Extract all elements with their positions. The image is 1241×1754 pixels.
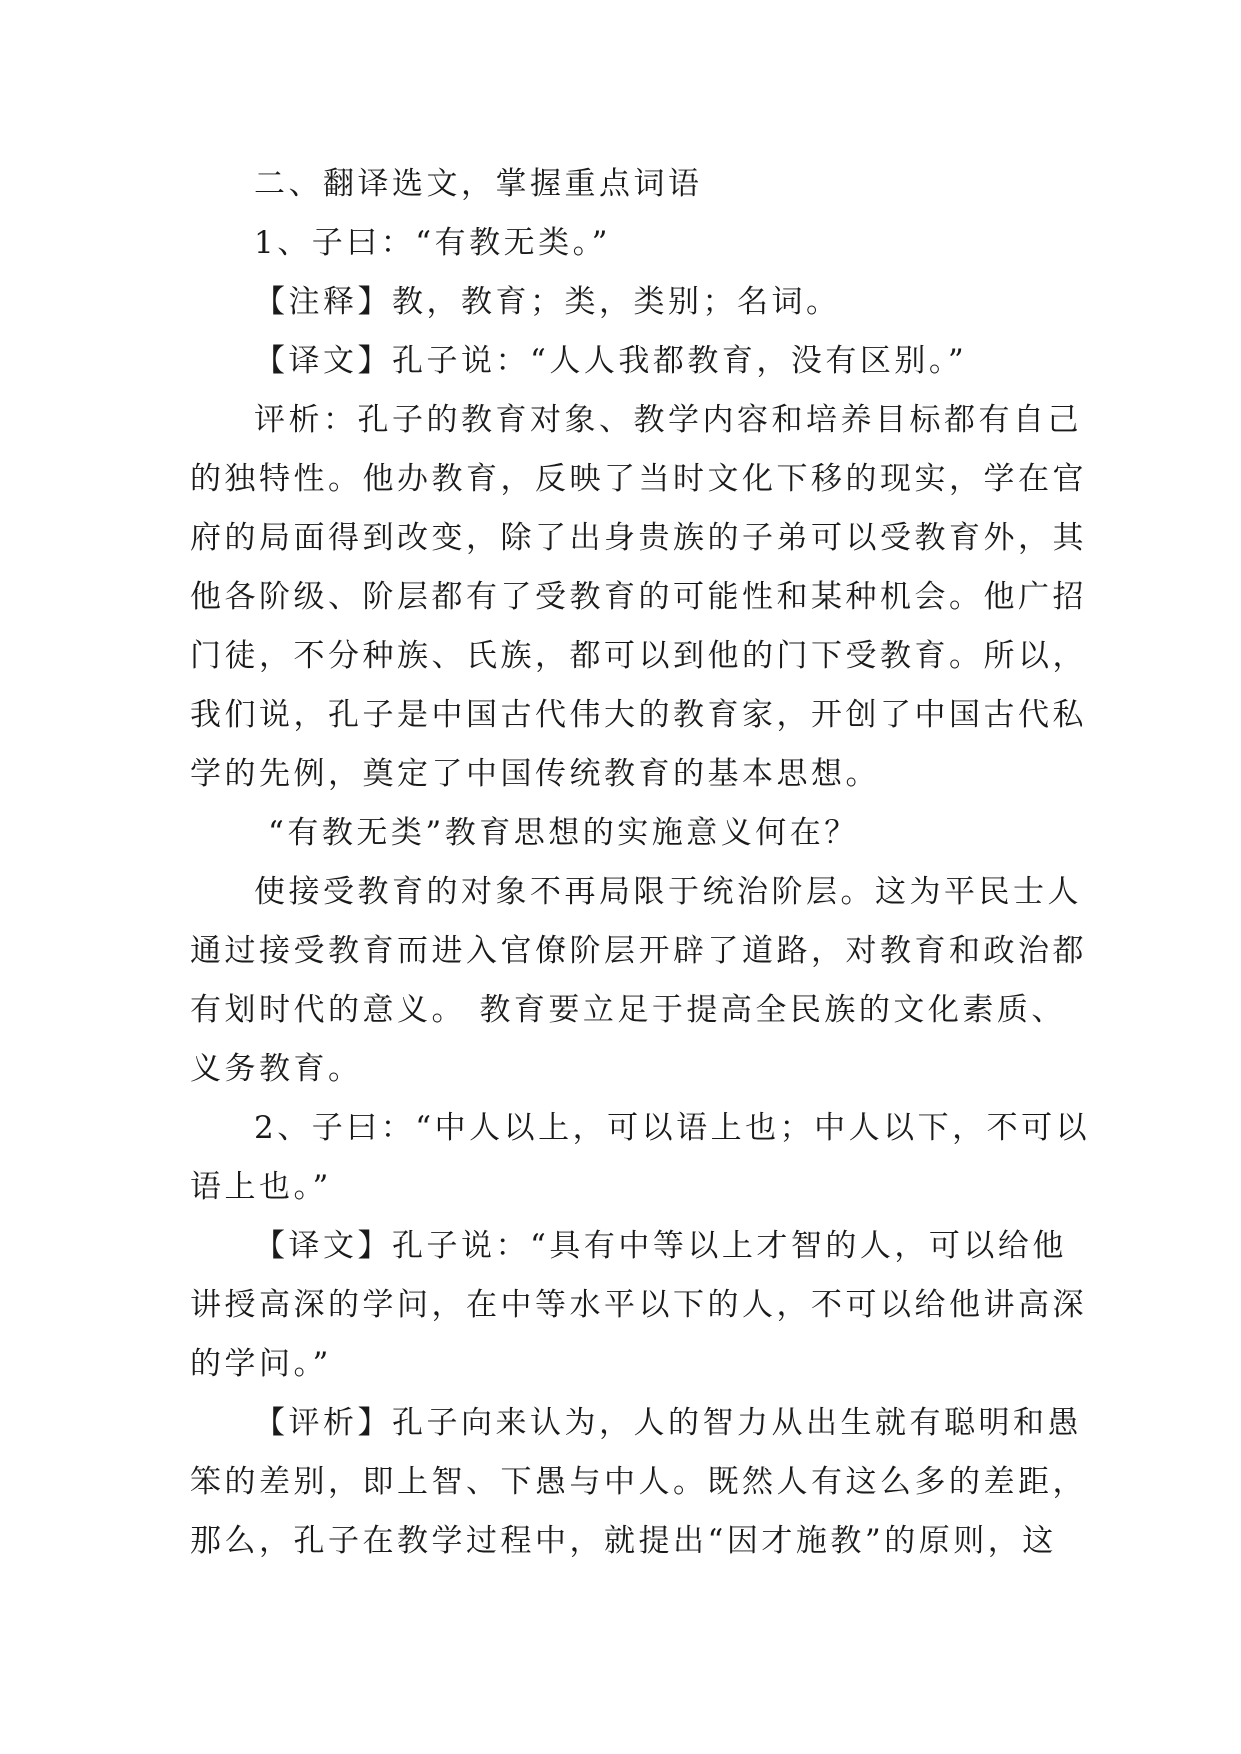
answer-line: 有划时代的意义。 教育要立足于提高全民族的文化素质、 [190,992,1066,1028]
annotation-1: 【注释】教，教育；类，类别；名词。 [254,284,841,320]
translation-2: 的学问。” [190,1346,332,1382]
analysis-1-line: 门徒，不分种族、氏族，都可以到他的门下受教育。所以， [190,638,1087,674]
analysis-1-line: 我们说，孔子是中国古代伟大的教育家，开创了中国古代私 [190,697,1087,733]
analysis-1-line: 的独特性。他办教育，反映了当时文化下移的现实，学在官 [190,461,1087,497]
quote-1: 1、子曰：“有教无类。” [254,225,611,261]
analysis-1-line: 评析：孔子的教育对象、教学内容和培养目标都有自己 [254,402,1082,438]
translation-1: 【译文】孔子说：“人人我都教育，没有区别。” [254,343,968,379]
analysis-2-line: 笨的差别，即上智、下愚与中人。既然人有这么多的差距， [190,1464,1087,1500]
document-body [190,155,1091,1571]
translation-2: 【译文】孔子说：“具有中等以上才智的人，可以给他 [254,1228,1067,1264]
analysis-1-line: 他各阶级、阶层都有了受教育的可能性和某种机会。他广招 [190,579,1087,615]
analysis-1-line: 府的局面得到改变，除了出身贵族的子弟可以受教育外，其 [190,520,1087,556]
question-line: “有教无类”教育思想的实施意义何在？ [268,815,859,851]
analysis-1-line: 学的先例，奠定了中国传统教育的基本思想。 [190,756,880,792]
answer-line: 使接受教育的对象不再局限于统治阶层。这为平民士人 [254,874,1082,910]
section-heading: 二、翻译选文，掌握重点词语 [254,166,703,202]
answer-line: 通过接受教育而进入官僚阶层开辟了道路，对教育和政治都 [190,933,1087,969]
quote-2: 语上也。” [190,1169,332,1205]
translation-2: 讲授高深的学问，在中等水平以下的人，不可以给他讲高深 [190,1287,1087,1323]
quote-2: 2、子曰：“中人以上，可以语上也；中人以下，不可以 [254,1110,1091,1146]
answer-line: 义务教育。 [190,1051,363,1087]
analysis-2-line: 【评析】孔子向来认为，人的智力从出生就有聪明和愚 [254,1405,1082,1441]
analysis-2-line: 那么，孔子在教学过程中，就提出“因才施教”的原则，这 [190,1523,1057,1559]
